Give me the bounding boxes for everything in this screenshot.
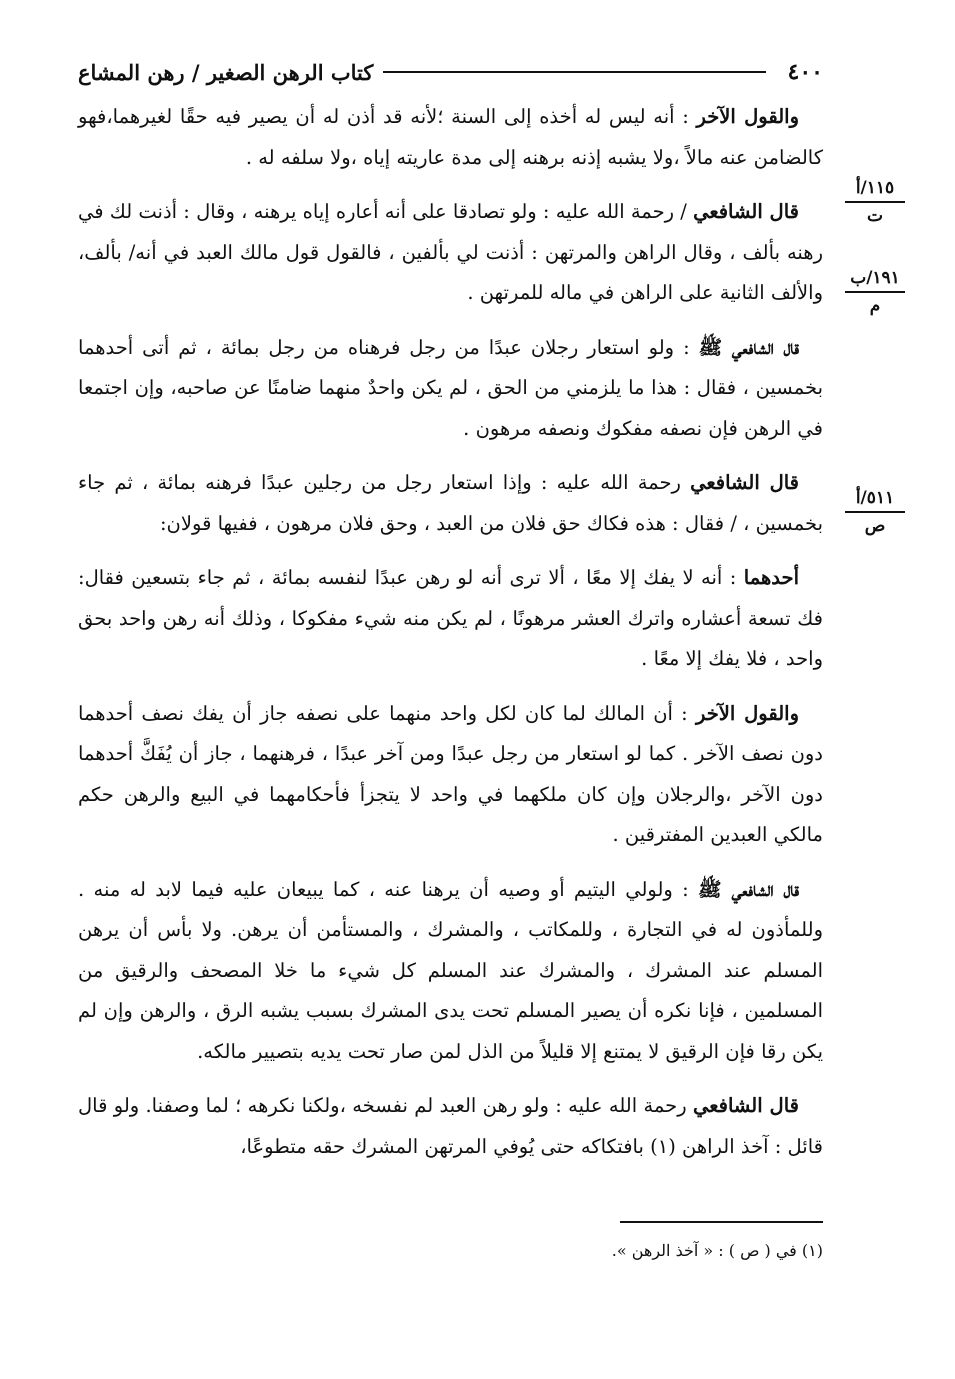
paragraph-lead: قال الشافعي	[693, 200, 799, 223]
margin-note	[845, 178, 905, 226]
margin-note	[845, 268, 905, 316]
paragraph	[78, 192, 823, 314]
margin-note	[845, 488, 905, 536]
paragraph	[78, 463, 823, 544]
paragraph-text: : أن المالك لما كان لكل واحد منهما على نصفه جاز أن يفك نصف أحدهما دون نصف الآخر . كما لو استعار من رجل عبدًا ومن آخر عبدًا ، فرهنهما ، جاز أن يُفَكَّ أحدهما دون الآخر ،والرجلان وإن كان ملكهما في واحد لا يتجزأ فأحكامهما في البيع والرهن حكم مالكي العبدين المفترقين .	[78, 701, 823, 846]
header-rule	[383, 71, 765, 73]
paragraph-lead: قال الشافعي ﷺ	[698, 877, 799, 901]
running-title: كتاب الرهن الصغير / رهن المشاع	[78, 59, 374, 85]
paragraph-text: رحمة الله عليه : وإذا استعار رجل من رجلين عبدًا فرهنه بمائة ، ثم جاء بخمسين ، / فقال : هذه فكاك حق فلان من العبد ، وحق فلان مرهون ، ففيها قولان:	[78, 471, 823, 535]
paragraph-text: : أنه ليس له أخذه إلى السنة ؛لأنه قد أذن له أن يصير فيه حقًا لغيرهما،فهو كالضامن عنه مالاً ،ولا يشبه إذنه برهنه إلى مدة عاريته إياه ،ولا سلفه له .	[78, 105, 823, 169]
paragraph	[78, 328, 823, 450]
paragraph-text: : ولولي اليتيم أو وصيه أن يرهنا عنه ، كما يبيعان عليه فيما لابد له منه . وللمأذون له في التجارة ، وللمكاتب ، والمشرك ، والمستأمن أن يرهن. ولا بأس أن يرهن المسلم عند المشرك ، والمشرك عند المسلم كل شيء ما خلا المصحف والرقيق من المسلمين ، فإنا نكره أن يصير المسلم تحت يدى المشرك بسبب يشبه الرق ، والرهن وإن لم يكن رقا فإن الرقيق لا يمتنع إلا قليلاً من الذل لمن صار تحت يديه بتصيير مالكه.	[78, 877, 823, 1063]
page-number: ٤٠٠	[787, 59, 823, 85]
margin-note-siglum: ت	[866, 206, 883, 226]
paragraph-lead: والقول الآخر	[696, 105, 799, 128]
paragraph	[78, 694, 823, 856]
body-text	[78, 97, 823, 1181]
margin-note-folio: ١٩١/ب	[845, 268, 905, 293]
paragraph-text: / رحمة الله عليه : ولو تصادقا على أنه أعاره إياه يرهنه ، وقال : أذنت لك في رهنه بألف ، وقال الراهن والمرتهن : أذنت لي بألفين ، فالقول قول مالك العبد في أنه/ بألف، والألف الثانية على الراهن في ماله للمرتهن .	[78, 200, 823, 304]
paragraph	[78, 870, 823, 1073]
margin-note-siglum: ص	[864, 516, 886, 536]
paragraph-lead: والقول الآخر	[695, 701, 799, 725]
paragraph	[78, 97, 823, 178]
paragraph-lead: قال الشافعي ﷺ	[698, 335, 799, 359]
paragraph-lead: أحدهما	[743, 566, 799, 589]
paragraph-lead: قال الشافعي	[692, 1094, 799, 1117]
margin-note-siglum: م	[869, 296, 881, 316]
paragraph	[78, 558, 823, 680]
page-header	[78, 52, 823, 92]
footnote: (١) في ( ص ) : « آخذ الرهن ».	[611, 1241, 823, 1260]
margin-note-folio: ١١٥/أ	[845, 178, 905, 203]
footnote-divider	[620, 1221, 823, 1223]
paragraph-lead: قال الشافعي	[690, 471, 799, 494]
paragraph	[78, 1086, 823, 1167]
paragraph-text: : أنه لا يفك إلا معًا ، ألا ترى أنه لو رهن عبدًا لنفسه بمائة ، ثم جاء بتسعين فقال: فك تسعة أعشاره واترك العشر مرهونًا ، لم يكن منه شيء مفكوكا ، وذلك أنه رهن واحد بحق واحد ، فلا يفك إلا معًا .	[78, 566, 823, 670]
margin-note-folio: ٥١١/أ	[845, 488, 905, 513]
paragraph-text: رحمة الله عليه : ولو رهن العبد لم نفسخه ،ولكنا نكرهه ؛ لما وصفنا. ولو قال قائل : آخذ الراهن (١) بافتكاكه حتى يُوفي المرتهن المشرك حقه متطوعًا،	[78, 1094, 823, 1158]
paragraph-text: : ولو استعار رجلان عبدًا من رجل فرهناه من رجل بمائة ، ثم أتى أحدهما بخمسين ، فقال : هذا ما يلزمني من الحق ، لم يكن واحدٌ منهما ضامنًا عن صاحبه، وإن اجتمعا في الرهن فإن نصفه مفكوك ونصفه مرهون .	[78, 335, 823, 440]
